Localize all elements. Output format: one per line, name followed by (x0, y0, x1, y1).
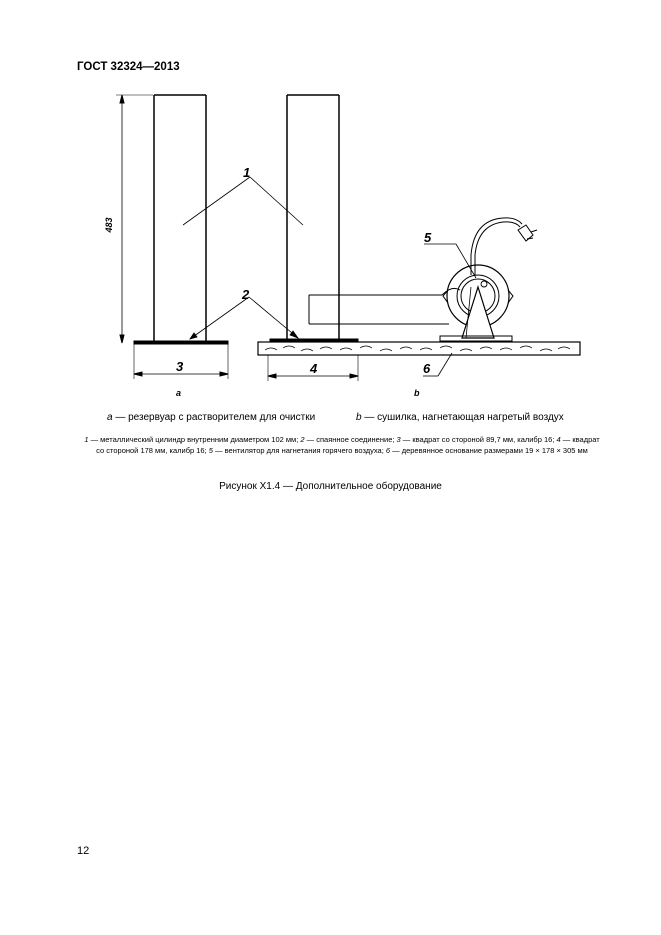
caption-a (107, 412, 315, 423)
power-cable (471, 218, 537, 275)
document-header: ГОСТ 32324—2013 (77, 61, 180, 73)
caption-b-letter: b (356, 412, 362, 423)
callout-1: 1 (243, 165, 251, 180)
legend-n5: 5 (208, 446, 213, 455)
leader-5 (424, 244, 476, 278)
figure-title: Рисунок X1.4 — Дополнительное оборудование (219, 481, 442, 492)
dimension-label: 483 (104, 217, 114, 233)
fan-blower (440, 265, 513, 341)
legend-t4: — квадрат со стороной 178 мм, калибр 16; (96, 435, 600, 455)
legend-n3: 3 (396, 435, 401, 444)
cylinder-a (154, 95, 206, 341)
callout-5: 5 (424, 230, 432, 245)
legend-t5: — вентилятор для нагнетания горячего воздуха; (212, 446, 386, 455)
equipment-figure (0, 0, 661, 400)
air-duct (309, 288, 460, 324)
caption-a-letter: a (107, 412, 113, 423)
panel-a-letter: a (176, 388, 182, 398)
caption-b-text: — сушилка, нагнетающая нагретый воздух (361, 412, 564, 423)
legend-t3: — квадрат со стороной 89,7 мм, калибр 16; (400, 435, 557, 444)
legend-n6: 6 (385, 446, 391, 455)
caption-a-text: — резервуар с растворителем для очистки (112, 412, 316, 423)
legend-t1: — металлический цилиндр внутренним диаметром 102 мм; (88, 435, 301, 444)
leader-1 (183, 177, 303, 225)
caption-b (356, 412, 564, 423)
legend-t2: — спаянное соединение; (304, 435, 397, 444)
wooden-base (258, 339, 580, 381)
panel-b-letter: b (414, 388, 420, 398)
height-dimension (116, 95, 153, 343)
callout-6: 6 (423, 361, 431, 376)
callout-4: 4 (310, 361, 318, 376)
legend-n4: 4 (556, 435, 561, 444)
legend-n1: 1 (84, 435, 89, 444)
page-number: 12 (77, 845, 90, 857)
figure-legend (82, 434, 602, 456)
legend-n2: 2 (300, 435, 305, 444)
callout-3: 3 (176, 359, 184, 374)
callout-2: 2 (242, 287, 250, 302)
legend-t6: — деревянное основание размерами 19 × 178 × 305 мм (390, 446, 588, 455)
